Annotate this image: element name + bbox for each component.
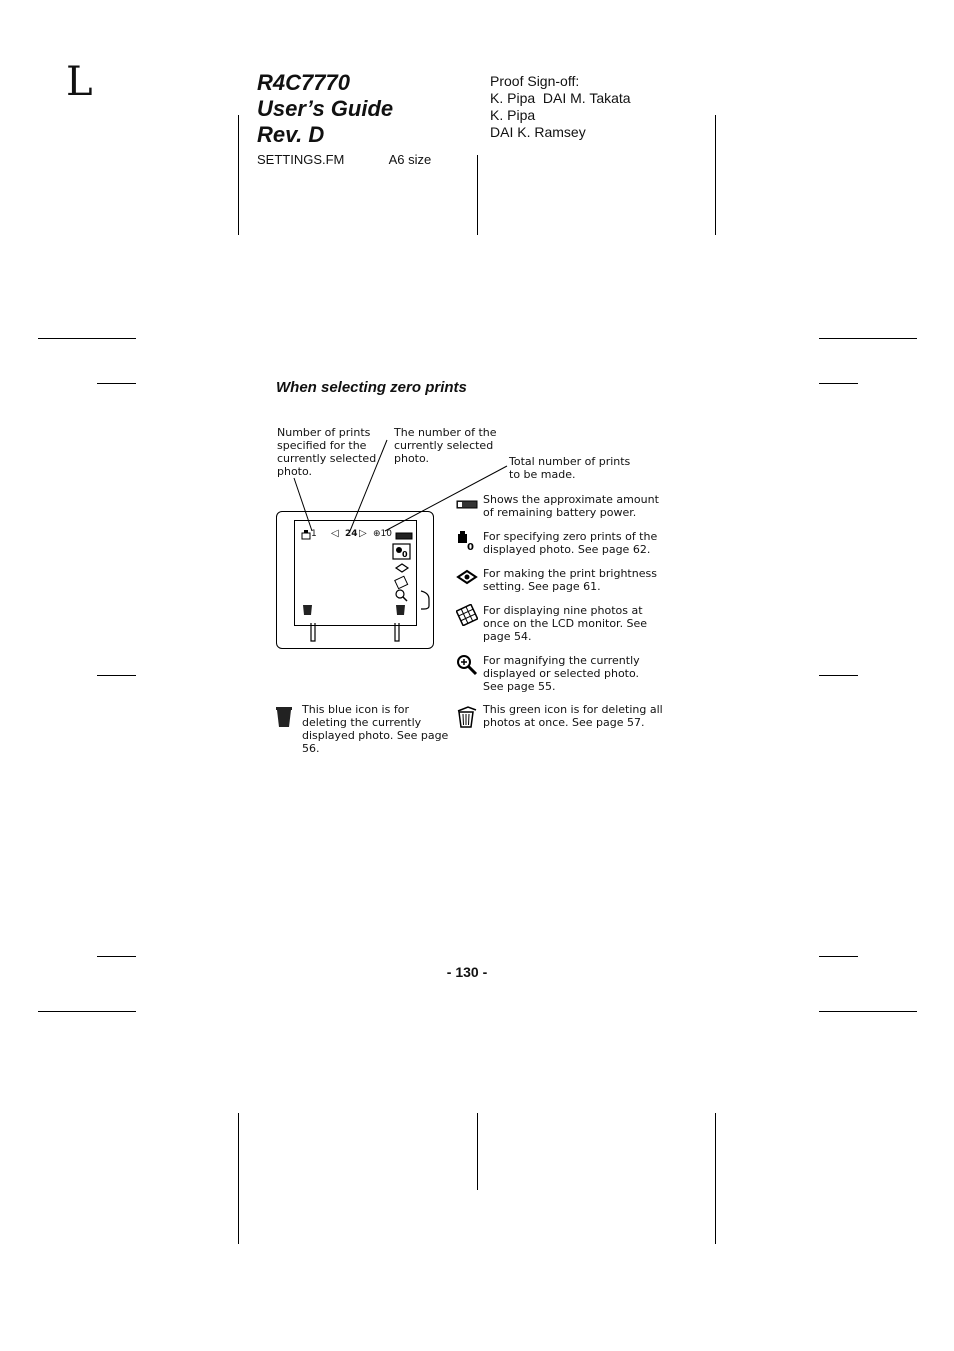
proof-line: K. Pipa: [490, 107, 536, 123]
svg-text:0: 0: [467, 542, 474, 552]
magnify-icon: [396, 590, 404, 598]
nine-photos-icon: [395, 576, 408, 588]
callout-line: specified for the: [277, 439, 367, 452]
desc-text: Shows the approximate amount of remaining battery power.: [483, 493, 659, 519]
proof-line: K. Pipa DAI M. Takata: [490, 90, 631, 106]
delete-blue-icon: [274, 705, 294, 729]
magnify-icon: [456, 654, 478, 676]
callout-line: currently selected: [277, 452, 377, 465]
delete-green-icon: [396, 605, 405, 615]
corner-letter: L: [66, 59, 93, 105]
title-line: User’s Guide: [257, 96, 394, 121]
title-line: Rev. D: [257, 122, 325, 147]
callout-line: Total number of prints: [509, 455, 631, 468]
svg-text:0: 0: [402, 550, 408, 559]
title-line: R4C7770: [257, 70, 350, 95]
delete-green-icon: [456, 705, 478, 729]
desc-text: For specifying zero prints of the displayed photo. See page 62.: [483, 530, 658, 556]
desc-text: For making the print brightness setting. See page 61.: [483, 567, 657, 593]
battery-icon: [456, 493, 478, 515]
desc-text: For magnifying the currently displayed or selected photo. See page 55.: [483, 654, 640, 693]
printer-icon: [302, 530, 310, 539]
callout-line: to be made.: [509, 468, 576, 481]
zero-prints-icon: [456, 530, 478, 552]
lcd-next-arrow: ▷: [359, 528, 367, 539]
proof-line: DAI K. Ramsey: [490, 124, 586, 140]
brightness-icon: [396, 564, 408, 572]
side-tab: [421, 591, 429, 609]
lcd-battery-icon: [396, 533, 412, 539]
lcd-total-value: 10: [380, 529, 392, 539]
callout-line: photo.: [394, 452, 430, 465]
callout-line: Number of prints: [277, 426, 371, 439]
paper-size: A6 size: [388, 152, 432, 167]
section-heading: When selecting zero prints: [276, 379, 467, 396]
delete-blue-icon: [303, 605, 312, 615]
callout-line: currently selected: [394, 439, 494, 452]
total-printer-icon: ⊕: [373, 529, 381, 539]
stand-left: [311, 623, 315, 641]
brightness-icon: [456, 567, 478, 589]
callout-line: photo.: [277, 465, 313, 478]
file-name: SETTINGS.FM: [257, 152, 345, 167]
lcd-print-count: 1: [311, 529, 317, 539]
delete-green-text: This green icon is for deleting all photos at once. See page 57.: [483, 703, 663, 729]
nine-photos-icon: [456, 604, 478, 626]
callout-line: The number of the: [394, 426, 497, 439]
lcd-photo-number: 24: [345, 529, 358, 539]
lcd-total-prints: [373, 529, 392, 539]
lcd-prev-arrow: ◁: [331, 528, 339, 539]
desc-text: For displaying nine photos at once on the LCD monitor. See page 54.: [483, 604, 648, 643]
delete-blue-text: This blue icon is for deleting the currently displayed photo. See page 56.: [302, 703, 449, 755]
page-number: - 130 -: [446, 964, 488, 980]
stand-right: [395, 623, 399, 641]
proof-line: Proof Sign-off:: [490, 73, 580, 89]
